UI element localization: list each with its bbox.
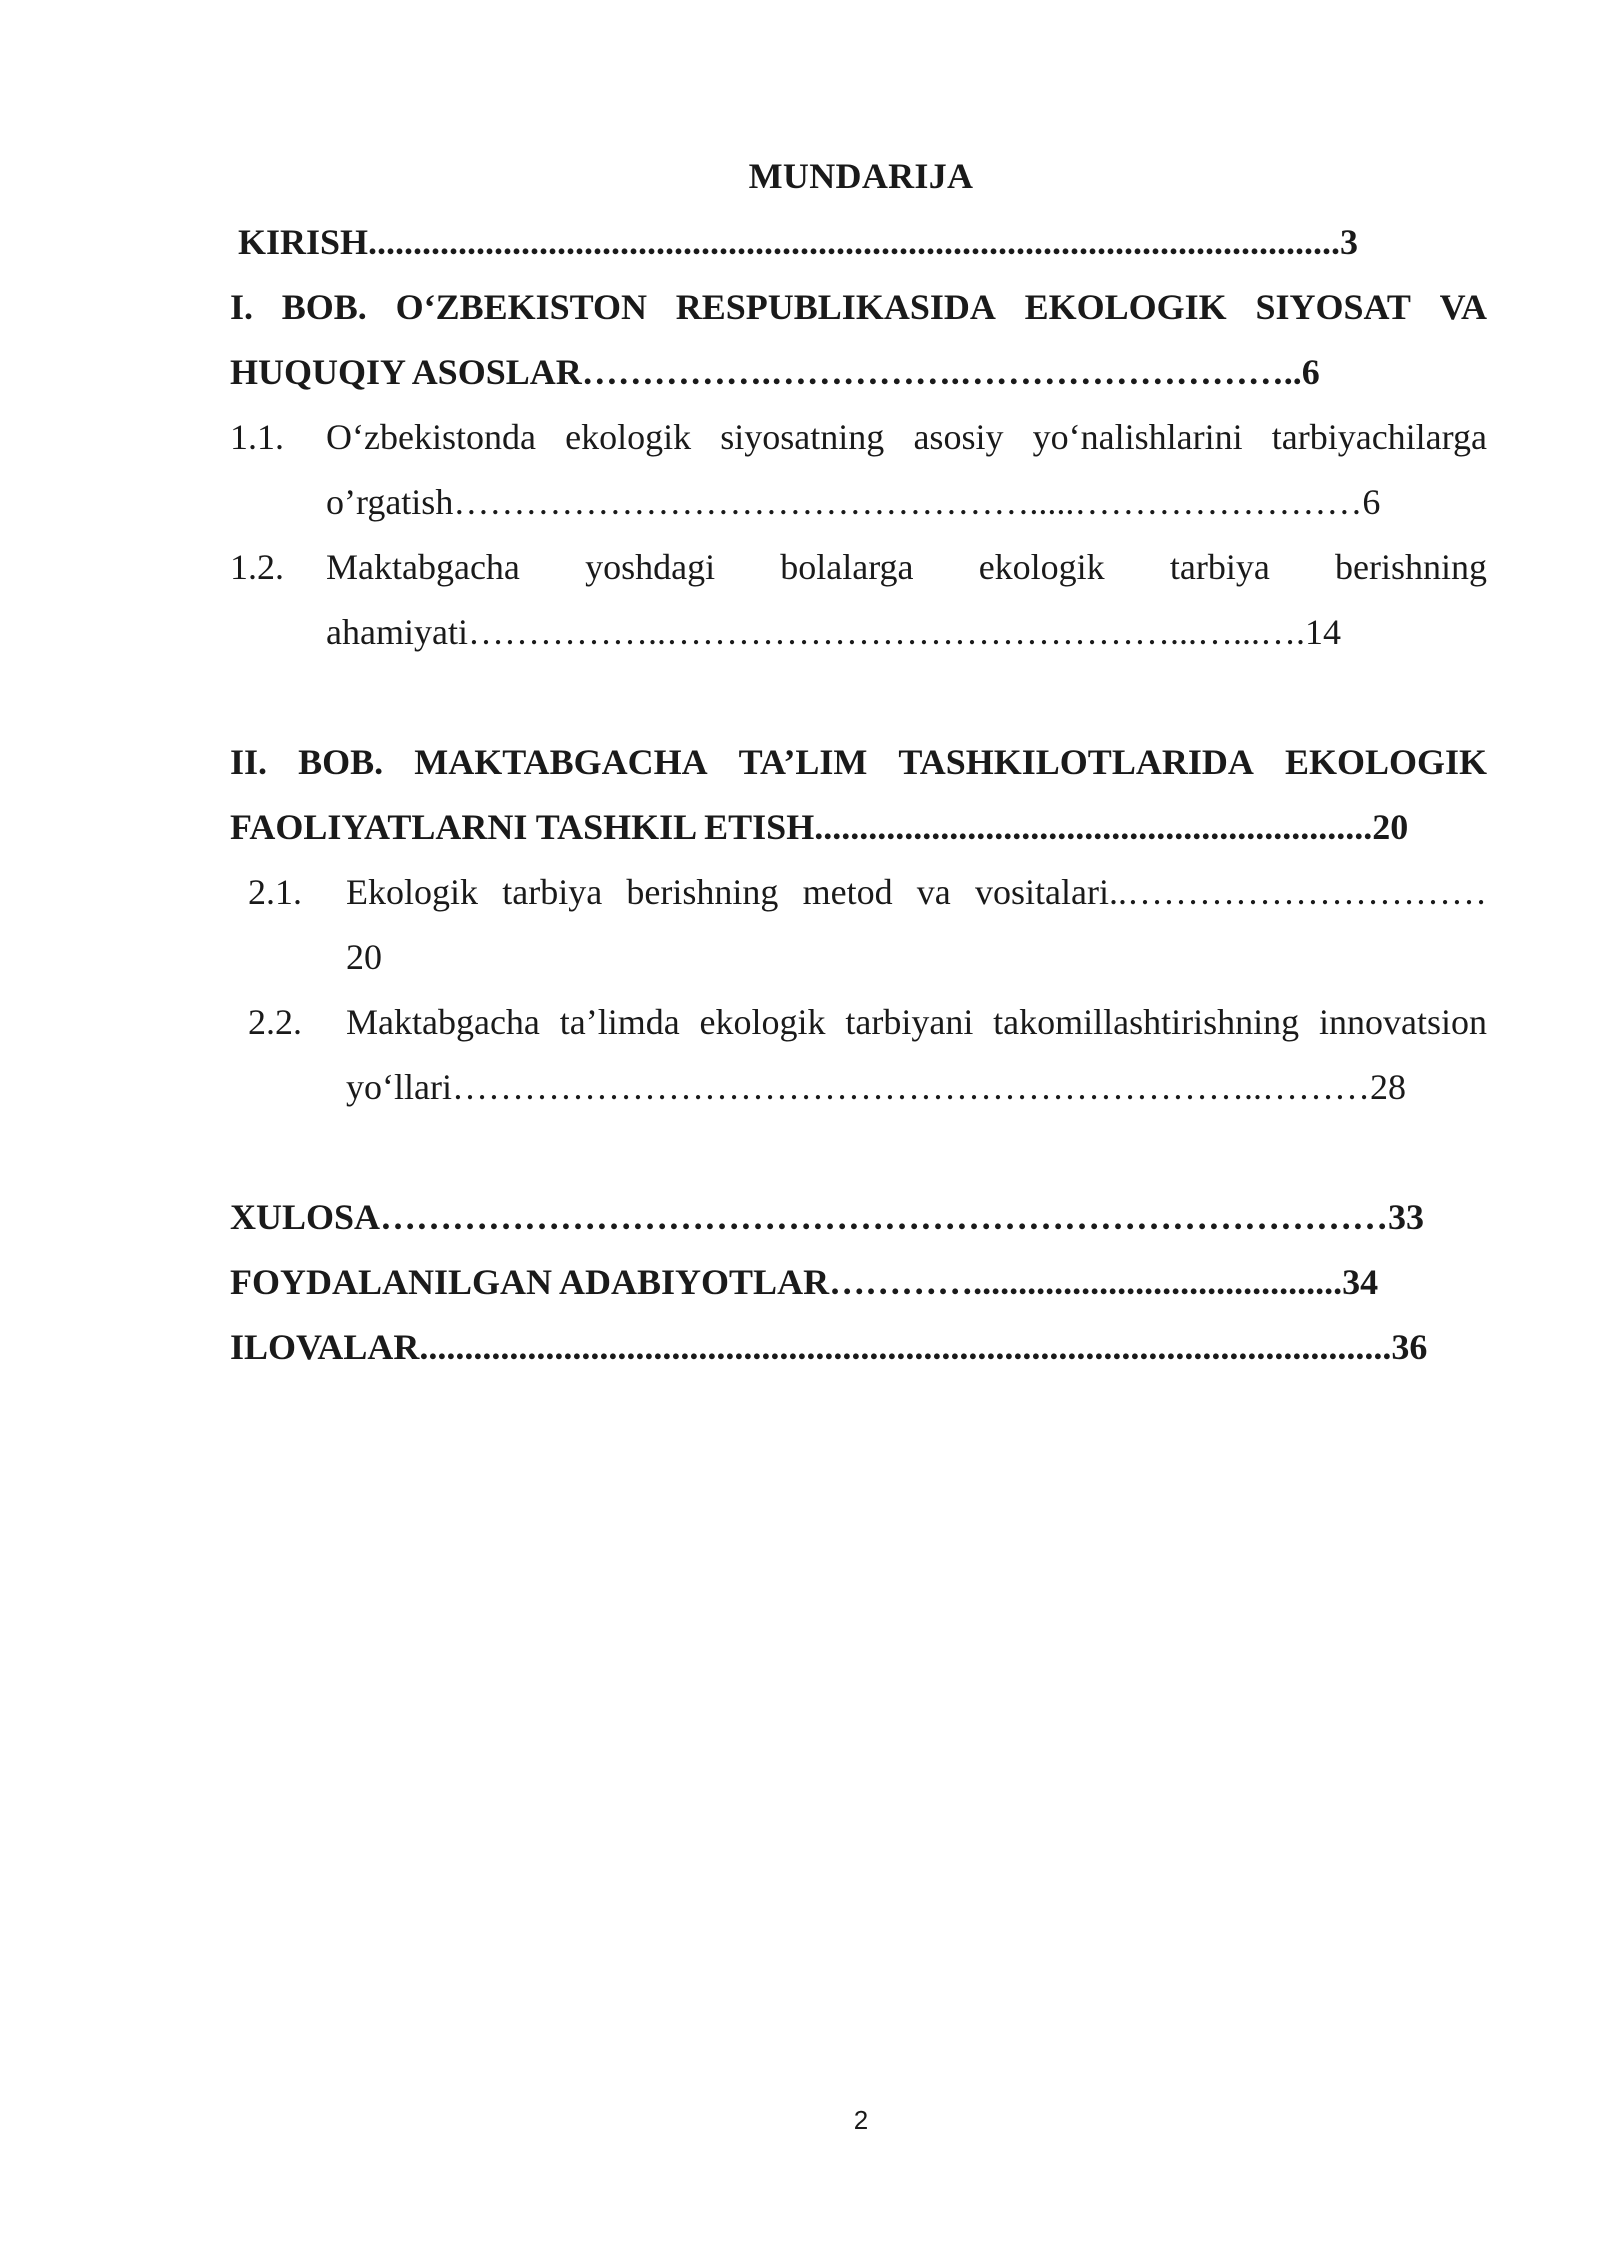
word: O‘ZBEKISTON bbox=[395, 287, 647, 327]
word: Maktabgacha bbox=[326, 547, 520, 587]
toc-entry-section-1-2-line-2: ahamiyati……………..……………………………………...…...….14 bbox=[326, 612, 1341, 652]
word: asosiy bbox=[913, 417, 1004, 457]
section-number-1-2: 1.2. bbox=[230, 547, 284, 587]
word: metod bbox=[802, 872, 893, 912]
word: Ekologik bbox=[346, 872, 478, 912]
word: VA bbox=[1439, 287, 1487, 327]
word: Maktabgacha bbox=[346, 1002, 540, 1042]
word: BOB. bbox=[281, 287, 367, 327]
word: RESPUBLIKASIDA bbox=[675, 287, 996, 327]
toc-entry-ilovalar: ILOVALAR............................................................................................................36 bbox=[230, 1327, 1428, 1367]
word: berishning bbox=[626, 872, 779, 912]
word: bolalarga bbox=[780, 547, 914, 587]
word: tarbiyachilarga bbox=[1271, 417, 1487, 457]
word: siyosatning bbox=[720, 417, 885, 457]
toc-entry-section-2-1-line-2: 20 bbox=[346, 937, 382, 977]
word: O‘zbekistonda bbox=[326, 417, 536, 457]
word: ta’limda bbox=[559, 1002, 680, 1042]
word: yo‘nalishlarini bbox=[1032, 417, 1243, 457]
word: tarbiyani bbox=[845, 1002, 974, 1042]
word: yoshdagi bbox=[585, 547, 716, 587]
toc-entry-foydalanilgan-adabiyotlar: FOYDALANILGAN ADABIYOTLAR………….........................................34 bbox=[230, 1262, 1379, 1302]
toc-entry-kirish: KIRISH............................................................................................................3 bbox=[238, 222, 1359, 262]
toc-title: MUNDARIJA bbox=[748, 156, 974, 196]
toc-entry-section-2-2-line-2: yo‘llari…………………………………………………………..………28 bbox=[346, 1067, 1406, 1107]
word: ekologik bbox=[699, 1002, 826, 1042]
page-number: 2 bbox=[853, 2105, 869, 2135]
toc-entry-chapter-2-line-1 bbox=[230, 736, 1487, 788]
word: MAKTABGACHA bbox=[414, 742, 708, 782]
section-number-1-1: 1.1. bbox=[230, 417, 284, 457]
word: I. bbox=[230, 287, 254, 327]
toc-entry-chapter-2-line-2: FAOLIYATLARNI TASHKIL ETISH..............................................................20 bbox=[230, 807, 1409, 847]
word: va bbox=[916, 872, 951, 912]
word: innovatsion bbox=[1319, 1002, 1487, 1042]
word: tarbiya bbox=[502, 872, 603, 912]
toc-entry-section-1-1-line-1 bbox=[326, 411, 1487, 463]
toc-entry-section-1-1-line-2: o’rgatish………………………………………….....……………………6 bbox=[326, 482, 1381, 522]
word: EKOLOGIK bbox=[1284, 742, 1487, 782]
toc-entry-section-2-1-line-1 bbox=[346, 866, 1487, 918]
word: tarbiya bbox=[1169, 547, 1270, 587]
toc-entry-section-2-2-line-1 bbox=[346, 996, 1487, 1048]
toc-entry-xulosa: XULOSA…………………………………………………………………………33 bbox=[230, 1197, 1425, 1237]
toc-entry-chapter-1-line-1 bbox=[230, 281, 1487, 333]
toc-entry-section-1-2-line-1 bbox=[326, 541, 1487, 593]
word: takomillashtirishning bbox=[993, 1002, 1300, 1042]
word: TA’LIM bbox=[738, 742, 868, 782]
word: ekologik bbox=[978, 547, 1105, 587]
word: SIYOSAT bbox=[1255, 287, 1411, 327]
section-number-2-2: 2.2. bbox=[248, 1002, 302, 1042]
word: ekologik bbox=[565, 417, 692, 457]
toc-entry-chapter-1-line-2: HUQUQIY ASOSLAR…………….…………….………………………..6 bbox=[230, 352, 1320, 392]
section-number-2-1: 2.1. bbox=[248, 872, 302, 912]
word: berishning bbox=[1334, 547, 1487, 587]
word: BOB. bbox=[298, 742, 384, 782]
word: II. bbox=[230, 742, 268, 782]
word: EKOLOGIK bbox=[1024, 287, 1227, 327]
word: TASHKILOTLARIDA bbox=[898, 742, 1254, 782]
word: vositalari..………………………… bbox=[975, 872, 1487, 912]
